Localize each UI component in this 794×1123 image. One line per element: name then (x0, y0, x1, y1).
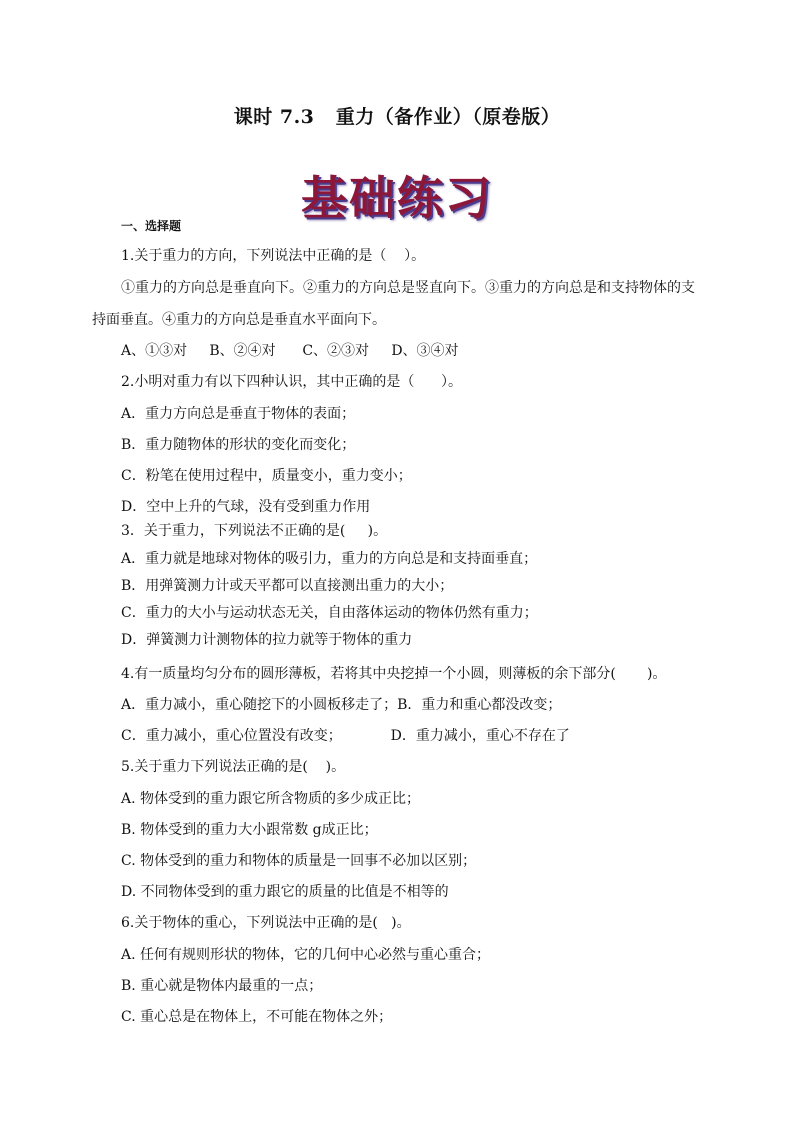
question-6: 6.关于物体的重心，下列说法中正确的是( )。 (121, 915, 411, 931)
question-2-option-a: A．重力方向总是垂直于物体的表面； (121, 406, 356, 422)
question-2-option-c: C．粉笔在使用过程中，质量变小，重力变小； (121, 468, 412, 484)
section-heading: 一、选择题 (121, 219, 182, 233)
page-title: 课时 7.3 重力（备作业）（原卷版） (233, 106, 561, 128)
section-banner: 基础练习 (301, 171, 493, 225)
question-5-option-a: A. 物体受到的重力跟它所含物质的多少成正比； (121, 791, 421, 807)
question-2: 2.小明对重力有以下四种认识，其中正确的是（ ）。 (121, 374, 463, 390)
question-5-option-c: C. 物体受到的重力和物体的质量是一回事不必加以区别； (121, 853, 477, 869)
question-1-statements-cont: 持面垂直。④重力的方向总是垂直水平面向下。 (92, 312, 386, 328)
question-6-option-a: A. 任何有规则形状的物体，它的几何中心必然与重心重合； (121, 947, 491, 963)
question-4: 4.有一质量均匀分布的圆形薄板，若将其中央挖掉一个小圆，则薄板的余下部分( )。 (121, 666, 667, 682)
question-1-statements: ①重力的方向总是垂直向下。②重力的方向总是竖直向下。③重力的方向总是和支持物体的支 (121, 280, 695, 296)
question-5-option-d: D. 不同物体受到的重力跟它的质量的比值是不相等的 (121, 884, 449, 900)
question-5-option-b: B. 物体受到的重力大小跟常数 g成正比； (121, 822, 378, 838)
question-5: 5.关于重力下列说法正确的是( )。 (121, 759, 346, 775)
question-3-option-b: B．用弹簧测力计或天平都可以直接测出重力的大小； (121, 578, 454, 594)
question-1: 1.关于重力的方向，下列说法中正确的是（ ）。 (121, 248, 426, 264)
question-4-options-ab: A．重力减小，重心随挖下的小圆板移走了；B．重力和重心都没改变； (121, 697, 562, 713)
question-2-option-b: B．重力随物体的形状的变化而变化； (121, 437, 356, 453)
question-3-option-c: C．重力的大小与运动状态无关，自由落体运动的物体仍然有重力； (121, 605, 538, 621)
question-6-option-c: C. 重心总是在物体上，不可能在物体之外； (121, 1009, 393, 1025)
question-1-options: A、①③对 B、②④对 C、②③对 D、③④对 (121, 343, 459, 359)
question-3-option-d: D．弹簧测力计测物体的拉力就等于物体的重力 (121, 632, 413, 648)
question-4-options-cd: C．重力减小，重心位置没有改变； D．重力减小，重心不存在了 (121, 728, 570, 744)
question-6-option-b: B. 重心就是物体内最重的一点； (121, 978, 323, 994)
question-3-option-a: A．重力就是地球对物体的吸引力，重力的方向总是和支持面垂直； (121, 551, 538, 567)
question-3: 3．关于重力，下列说法不正确的是( )。 (121, 523, 388, 539)
question-2-option-d: D．空中上升的气球，没有受到重力作用 (121, 499, 371, 515)
